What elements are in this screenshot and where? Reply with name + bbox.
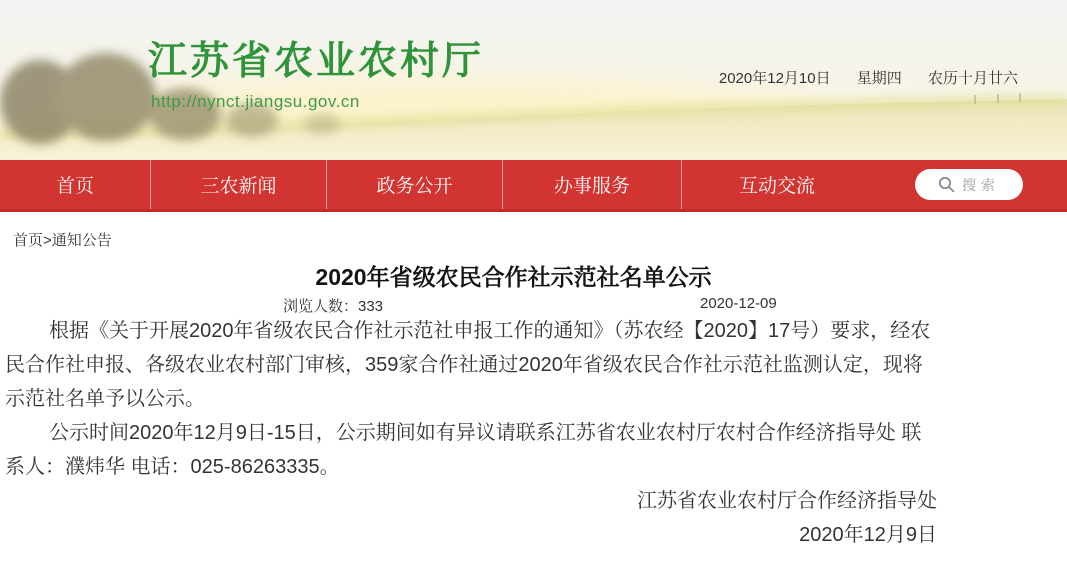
site-banner bbox=[0, 0, 1067, 160]
breadcrumb[interactable]: 首页>通知公告 bbox=[13, 232, 112, 249]
search-button[interactable] bbox=[915, 169, 1023, 200]
site-title: 江苏省农业农村厅 bbox=[148, 40, 485, 83]
nav-search-zone bbox=[872, 160, 1067, 209]
article-body bbox=[0, 314, 1067, 552]
main-nav bbox=[0, 160, 1067, 212]
nav-item-services[interactable]: 办事服务 bbox=[503, 160, 682, 209]
article-meta bbox=[0, 292, 1067, 314]
search-icon bbox=[938, 176, 955, 193]
signature-date: 2020年12月9日 bbox=[799, 524, 937, 546]
site-url: http://nynct.jiangsu.gov.cn bbox=[151, 92, 360, 111]
content-area bbox=[0, 232, 1067, 552]
view-count: 浏览人数：333 bbox=[283, 298, 384, 315]
banner-date-gregorian: 2020年12月10日 bbox=[718, 70, 831, 87]
nav-item-interaction[interactable]: 互动交流 bbox=[738, 176, 815, 197]
nav-item-gov-disclosure[interactable]: 政务公开 bbox=[327, 160, 503, 209]
signature-department: 江苏省农业农村厅合作经济指导处 bbox=[637, 490, 937, 512]
banner-date-weekday: 星期四 bbox=[856, 70, 902, 87]
article-title: 2020年省级农民合作社示范社名单公示 bbox=[315, 264, 712, 290]
nav-item-sannong-news[interactable]: 三农新闻 bbox=[151, 160, 327, 209]
article-paragraph: 根据《关于开展2020年省级农民合作社示范社申报工作的通知》（苏农经【2020】17号）要求，经农民合作社申报、各级农业农村部门审核，359家合作社通过2020年省级农民合作社示范社监测认定，现将示范社名单予以公示。 bbox=[5, 320, 931, 410]
nav-item-home[interactable]: 首页 bbox=[0, 160, 151, 209]
banner-date bbox=[719, 67, 1018, 88]
banner-date-lunar: 农历十月廿六 bbox=[927, 70, 1018, 87]
article-paragraph: 公示时间2020年12月9日-15日，公示期间如有异议请联系江苏省农业农村厅农村合作经济指导处 联系人：濮炜华 电话：025-86263335。 bbox=[5, 422, 922, 478]
search-label: 搜索 bbox=[962, 176, 1000, 193]
publish-date: 2020-12-09 bbox=[700, 295, 777, 312]
